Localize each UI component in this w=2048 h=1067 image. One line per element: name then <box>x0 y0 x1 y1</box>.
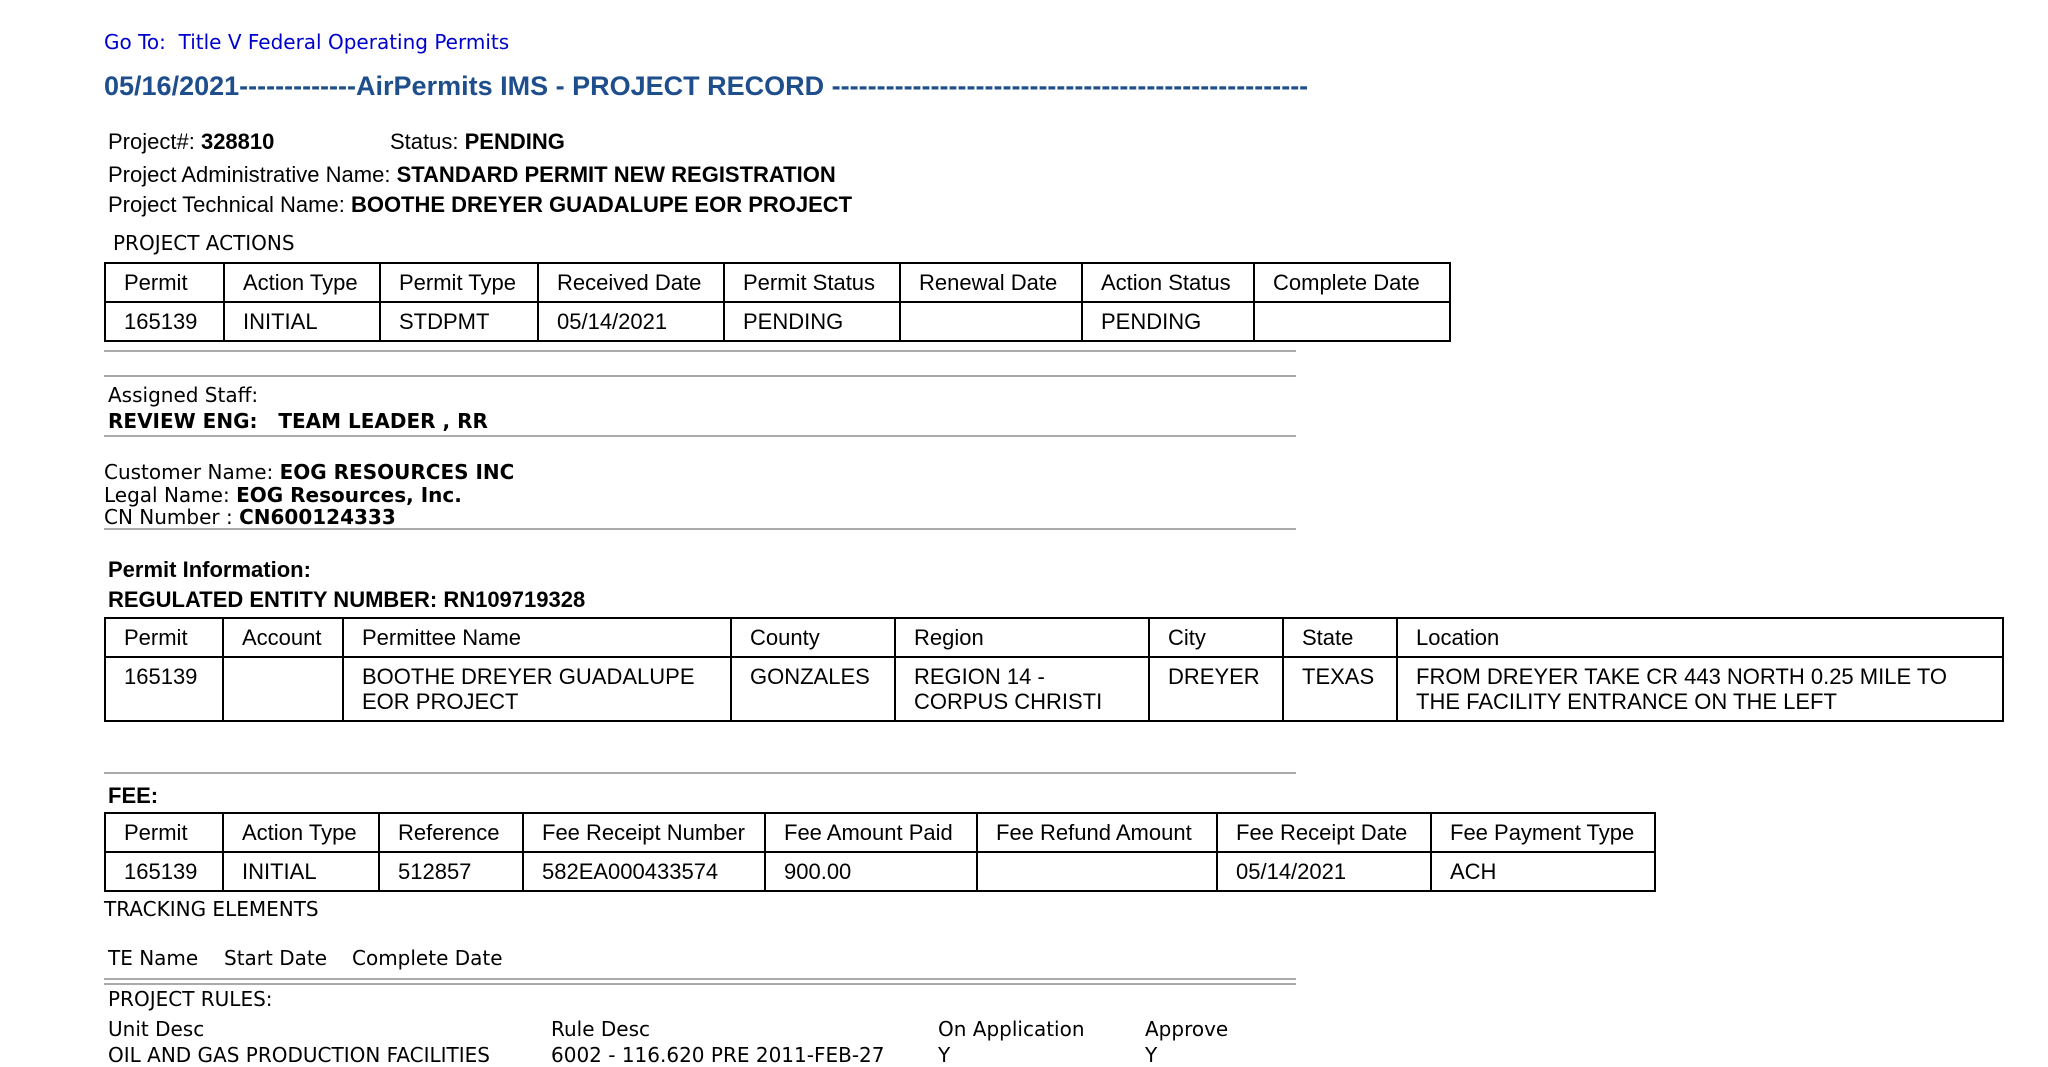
table-header-cell: Fee Refund Amount <box>977 813 1217 852</box>
table-header-cell: Permit <box>105 813 223 852</box>
table-cell: PENDING <box>1082 302 1254 341</box>
table-cell: 05/14/2021 <box>1217 852 1431 891</box>
review-eng-label: REVIEW ENG: <box>108 409 258 433</box>
table-cell: INITIAL <box>223 852 379 891</box>
table-cell: DREYER <box>1149 657 1283 721</box>
assigned-staff-label: Assigned Staff: <box>108 383 259 407</box>
project-status <box>390 129 565 155</box>
table-cell: BOOTHE DREYER GUADALUPE EOR PROJECT <box>343 657 731 721</box>
fee-title: FEE: <box>108 783 159 808</box>
tech-name-value: BOOTHE DREYER GUADALUPE EOR PROJECT <box>350 192 853 217</box>
project-admin-name <box>108 162 836 188</box>
permit-info-table <box>104 617 2004 722</box>
title-dashes-left: ------------- <box>239 71 357 101</box>
divider <box>104 350 1296 352</box>
legal-name-label: Legal Name: <box>104 483 230 507</box>
title-v-link[interactable]: Title V Federal Operating Permits <box>178 30 510 54</box>
divider <box>104 375 1296 377</box>
table-cell: STDPMT <box>380 302 538 341</box>
review-eng-row <box>108 409 488 433</box>
regulated-entity-number <box>108 587 585 613</box>
table-cell: REGION 14 - CORPUS CHRISTI <box>895 657 1149 721</box>
table-header-cell: Account <box>223 618 343 657</box>
table-cell: INITIAL <box>224 302 380 341</box>
table-cell: 05/14/2021 <box>538 302 724 341</box>
table-row <box>105 852 1655 891</box>
cn-number <box>104 505 396 529</box>
page-title <box>104 71 1308 102</box>
project-number <box>108 129 274 155</box>
re-value: RN109719328 <box>443 587 586 612</box>
legal-name <box>104 483 462 507</box>
table-header-cell: Location <box>1397 618 2003 657</box>
project-actions-table <box>104 262 1451 342</box>
rules-header-unit: Unit Desc <box>108 1017 205 1041</box>
table-header-cell: Renewal Date <box>900 263 1082 302</box>
rules-cell-rule: 6002 - 116.620 PRE 2011-FEB-27 <box>551 1043 885 1067</box>
divider <box>104 435 1296 437</box>
table-cell <box>1254 302 1450 341</box>
table-header-cell: Permit <box>105 263 224 302</box>
cn-number-value: CN600124333 <box>239 505 396 529</box>
table-cell: 512857 <box>379 852 523 891</box>
table-header-cell: Fee Payment Type <box>1431 813 1655 852</box>
table-cell: 165139 <box>105 302 224 341</box>
admin-name-value: STANDARD PERMIT NEW REGISTRATION <box>396 162 836 187</box>
table-cell: GONZALES <box>731 657 895 721</box>
admin-name-label: Project Administrative Name: <box>108 162 391 187</box>
rules-header-rule: Rule Desc <box>551 1017 651 1041</box>
rules-cell-approve: Y <box>1145 1043 1158 1067</box>
project-tech-name <box>108 192 852 218</box>
table-header-cell: Action Status <box>1082 263 1254 302</box>
rules-cell-unit: OIL AND GAS PRODUCTION FACILITIES <box>108 1043 491 1067</box>
table-cell: PENDING <box>724 302 900 341</box>
table-header-cell: Received Date <box>538 263 724 302</box>
project-rules-title: PROJECT RULES: <box>108 987 273 1011</box>
goto-line <box>104 30 509 54</box>
project-status-label: Status: <box>390 129 459 154</box>
table-cell: 165139 <box>105 852 223 891</box>
rules-header-application: On Application <box>938 1017 1085 1041</box>
tracking-elements-title: TRACKING ELEMENTS <box>104 897 319 921</box>
table-header-cell: Fee Receipt Date <box>1217 813 1431 852</box>
table-header-cell: Fee Amount Paid <box>765 813 977 852</box>
project-status-value: PENDING <box>464 129 565 154</box>
divider <box>104 528 1296 530</box>
title-dashes-right: ----------------------------------------------------- <box>831 71 1309 101</box>
table-cell: 165139 <box>105 657 223 721</box>
divider <box>104 772 1296 774</box>
project-number-label: Project#: <box>108 129 195 154</box>
table-header-row <box>105 618 2003 657</box>
table-header-cell: State <box>1283 618 1397 657</box>
table-row <box>105 302 1450 341</box>
customer-name-value: EOG RESOURCES INC <box>279 460 515 484</box>
table-header-cell: Permit <box>105 618 223 657</box>
customer-name <box>104 460 514 484</box>
double-divider <box>104 978 1296 985</box>
project-number-value: 328810 <box>200 129 275 154</box>
re-label: REGULATED ENTITY NUMBER: <box>108 587 438 612</box>
record-title: AirPermits IMS - PROJECT RECORD <box>356 71 825 101</box>
fee-table <box>104 812 1656 892</box>
table-cell: 582EA000433574 <box>523 852 765 891</box>
legal-name-value: EOG Resources, Inc. <box>236 483 462 507</box>
table-header-row <box>105 263 1450 302</box>
table-header-cell: Permittee Name <box>343 618 731 657</box>
table-header-cell: Complete Date <box>1254 263 1450 302</box>
table-cell: FROM DREYER TAKE CR 443 NORTH 0.25 MILE TO THE FACILITY ENTRANCE ON THE LEFT <box>1397 657 2003 721</box>
table-cell: 900.00 <box>765 852 977 891</box>
tech-name-label: Project Technical Name: <box>108 192 345 217</box>
table-header-row <box>105 813 1655 852</box>
rules-header-approve: Approve <box>1145 1017 1229 1041</box>
table-header-cell: Region <box>895 618 1149 657</box>
table-cell: ACH <box>1431 852 1655 891</box>
customer-name-label: Customer Name: <box>104 460 274 484</box>
rules-cell-application: Y <box>938 1043 951 1067</box>
table-header-cell: Fee Receipt Number <box>523 813 765 852</box>
goto-prefix: Go To: <box>104 30 166 54</box>
te-header-start: Start Date <box>224 946 328 970</box>
permit-info-title: Permit Information: <box>108 557 311 582</box>
record-date: 05/16/2021 <box>104 71 240 101</box>
te-header-complete: Complete Date <box>352 946 503 970</box>
table-cell <box>900 302 1082 341</box>
table-header-cell: Permit Type <box>380 263 538 302</box>
table-cell: TEXAS <box>1283 657 1397 721</box>
table-header-cell: City <box>1149 618 1283 657</box>
project-actions-title: PROJECT ACTIONS <box>113 231 295 255</box>
te-header-name: TE Name <box>108 946 199 970</box>
table-header-cell: County <box>731 618 895 657</box>
review-eng-name: TEAM LEADER , RR <box>278 409 488 433</box>
table-cell <box>977 852 1217 891</box>
table-header-cell: Permit Status <box>724 263 900 302</box>
table-header-cell: Action Type <box>224 263 380 302</box>
table-cell <box>223 657 343 721</box>
cn-number-label: CN Number : <box>104 505 233 529</box>
table-row <box>105 657 2003 721</box>
table-header-cell: Reference <box>379 813 523 852</box>
table-header-cell: Action Type <box>223 813 379 852</box>
